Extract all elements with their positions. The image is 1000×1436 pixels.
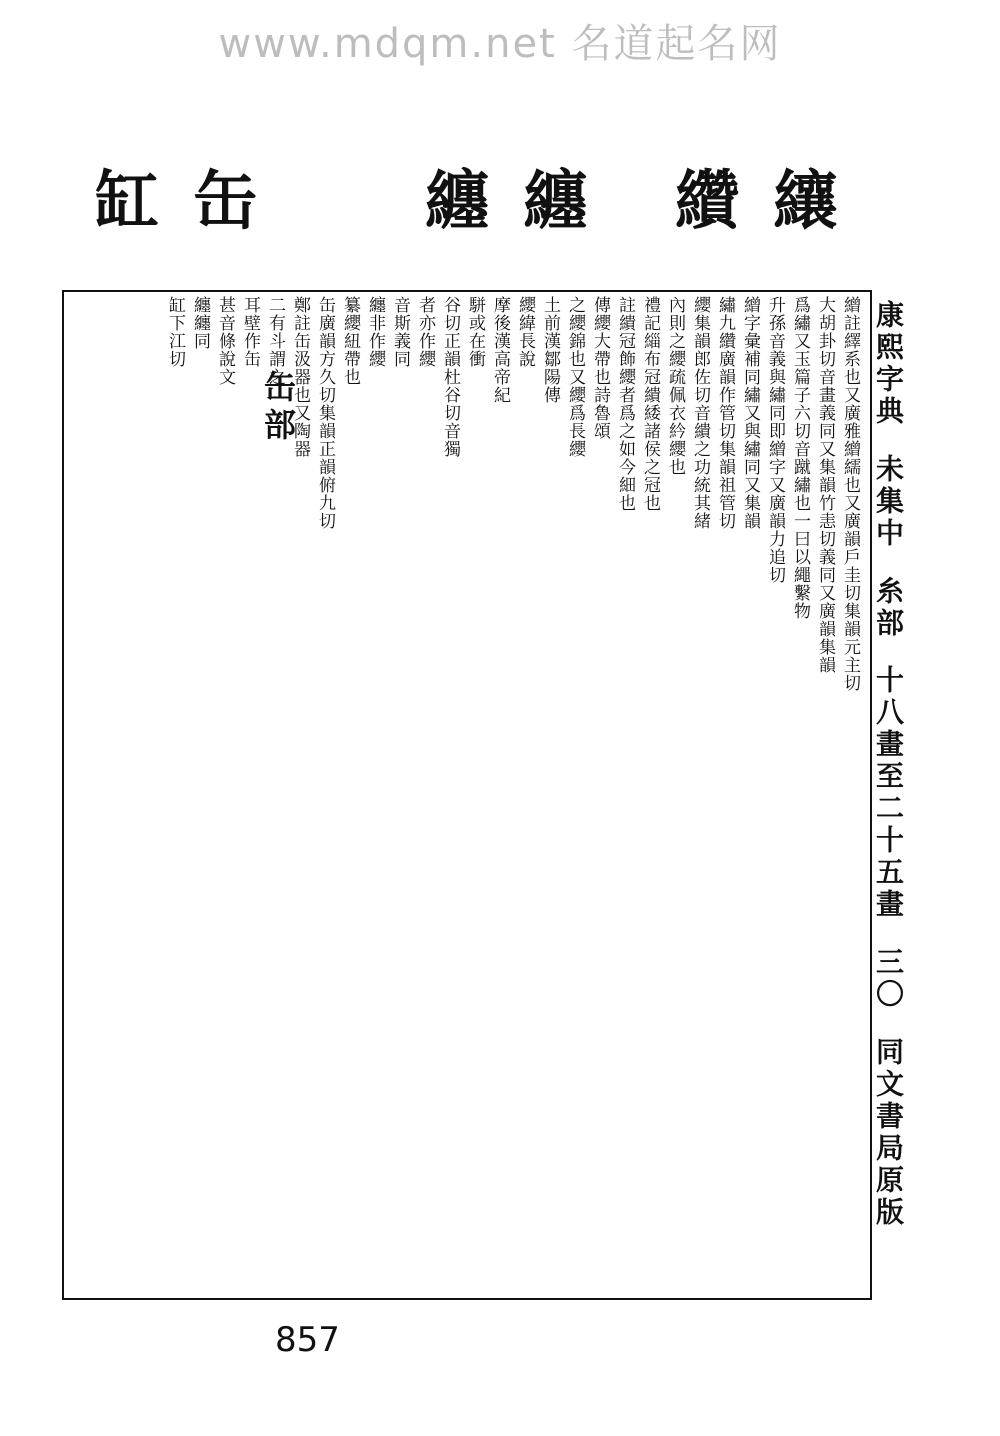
text-column: 傳纓大帶也詩魯頌 bbox=[590, 296, 610, 440]
text-column: 禮記緇布冠繢緌諸侯之冠也 bbox=[640, 296, 660, 512]
text-column: 纏纏同 bbox=[190, 296, 210, 350]
dictionary-body bbox=[70, 296, 862, 1294]
text-column: 纓集韻郎佐切音繢之功統其緒 bbox=[690, 296, 710, 530]
text-column: 缸下江切 bbox=[165, 296, 185, 368]
stroke-range: 十八畫至二十五畫 bbox=[872, 665, 905, 922]
text-column: 之纓錦也又纓爲長纓 bbox=[565, 296, 585, 458]
volume-label: 未集中 bbox=[872, 453, 905, 550]
text-column: 鄭註缶汲器也又陶器 bbox=[290, 296, 310, 458]
seal-character: 纘 纕 bbox=[675, 164, 844, 239]
text-column: 繒字彙補同繡又與繡同又集韻 bbox=[740, 296, 760, 530]
text-column: 升孫音義與繡同即繒字又廣韻力追切 bbox=[765, 296, 785, 584]
text-column: 谷切正韻杜谷切音獨 bbox=[440, 296, 460, 458]
text-column: 土前漢鄒陽傳 bbox=[540, 296, 560, 404]
text-column: 繒註繹系也又廣雅繒繻也又廣韻戶圭切集韻元主切 bbox=[840, 296, 860, 692]
book-title: 康熙字典 bbox=[872, 300, 905, 428]
text-column: 缶廣韻方久切集韻正韻俯九切 bbox=[315, 296, 335, 530]
seal-character: 缸 缶 bbox=[95, 164, 264, 239]
text-column: 二有斗謂之 bbox=[265, 296, 285, 386]
seal-character: 纏 纏 bbox=[425, 164, 594, 239]
page-header bbox=[858, 300, 918, 1300]
text-column: 耳壁作缶 bbox=[240, 296, 260, 368]
text-column: 內則之纓疏佩衣紟纓也 bbox=[665, 296, 685, 476]
seal-script-row bbox=[0, 150, 1000, 240]
text-column: 音斯義同 bbox=[390, 296, 410, 368]
page-reference: 三〇 bbox=[872, 947, 905, 1011]
text-column: 繡九纘廣韻作管切集韻祖管切 bbox=[715, 296, 735, 530]
section-heading: 缶部 bbox=[259, 370, 297, 446]
text-column: 註繢冠飾纓者爲之如今細也 bbox=[615, 296, 635, 512]
text-column: 甚音條說文 bbox=[215, 296, 235, 386]
text-column: 纏非作纓 bbox=[365, 296, 385, 368]
text-column: 纓緯長說 bbox=[515, 296, 535, 368]
text-column: 駢或在衝 bbox=[465, 296, 485, 368]
watermark: www.mdqm.net 名道起名网 bbox=[218, 21, 782, 67]
page-number: 857 bbox=[275, 1320, 340, 1360]
radical-label: 糸部 bbox=[872, 575, 905, 640]
publisher-label: 同文書局原版 bbox=[872, 1036, 905, 1229]
text-column: 爲繡又玉篇子六切音蹴繡也一曰以繩繫物 bbox=[790, 296, 810, 620]
text-column: 大胡卦切音畫義同又集韻竹恚切義同又廣韻集韻 bbox=[815, 296, 835, 674]
text-column: 者亦作纓 bbox=[415, 296, 435, 368]
text-column: 纂纓紐帶也 bbox=[340, 296, 360, 386]
text-column: 摩後漢高帝紀 bbox=[490, 296, 510, 404]
